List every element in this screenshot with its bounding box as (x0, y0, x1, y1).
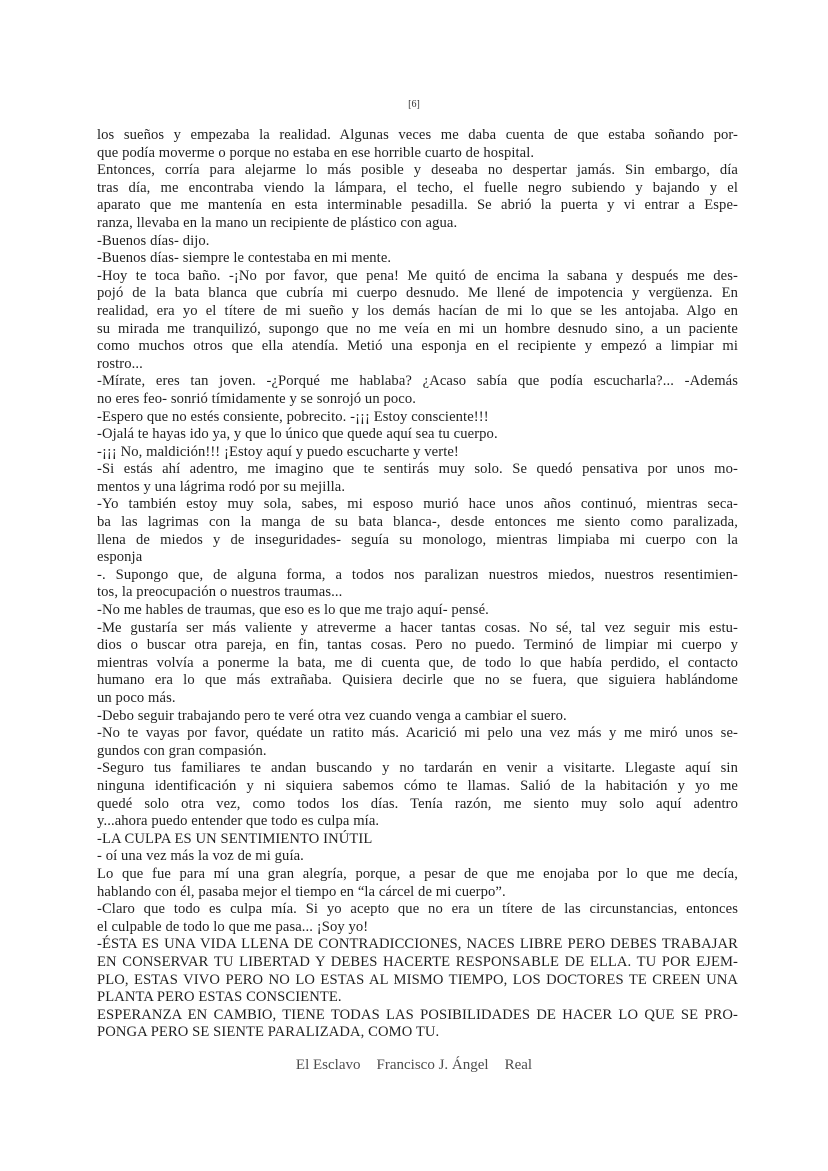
text-line: como muchos otros que ella atendía. Metió una esponja en el recipiente y empezó a limpiar mi (97, 338, 738, 355)
text-line: -Yo también estoy muy sola, sabes, mi esposo murió hace unos años continuó, mientras seca- (97, 496, 738, 513)
text-line: -ÉSTA ES UNA VIDA LLENA DE CONTRADICCIONES, NACES LIBRE PERO DEBES TRABAJAR (97, 936, 738, 953)
text-line: Lo que fue para mí una gran alegría, porque, a pesar de que me enojaba por lo que me decía, (97, 865, 738, 882)
text-line: que podía moverme o porque no estaba en ese horrible cuarto de hospital. (97, 144, 535, 161)
text-line: tras día, me encontraba viendo la lámpara, el techo, el fuelle negro subiendo y bajando y el (97, 179, 738, 196)
text-line: -Mírate, eres tan joven. -¿Porqué me hablaba? ¿Acaso sabía que podía escucharla?... -Además (97, 373, 738, 390)
text-line: -Seguro tus familiares te andan buscando y no tardarán en venir a visitarte. Llegaste aquí sin (97, 760, 738, 777)
text-line: -Espero que no estés consiente, pobrecito. -¡¡¡ Estoy consciente!!! (97, 408, 489, 425)
text-line: PONGA PERO SE SIENTE PARALIZADA, COMO TU. (97, 1024, 440, 1041)
text-line: aparato que me mantenía en esta interminable pesadilla. Se abrió la puerta y vi entrar a Espe- (97, 197, 738, 214)
text-line: -No te vayas por favor, quédate un ratito más. Acarició mi pelo una vez más y me miró unos se- (97, 725, 738, 742)
page-footer (0, 1057, 828, 1074)
text-line: y...ahora puedo entender que todo es culpa mía. (97, 813, 380, 830)
text-line: -Claro que todo es culpa mía. Si yo acepto que no era un títere de las circunstancias, entonces (97, 901, 738, 918)
text-line: ESPERANZA EN CAMBIO, TIENE TODAS LAS POSIBILIDADES DE HACER LO QUE SE PRO- (97, 1006, 738, 1023)
text-line: hablando con él, pasaba mejor el tiempo en “la cárcel de mi cuerpo”. (97, 883, 506, 900)
text-line: un poco más. (97, 690, 176, 706)
text-line: PLANTA PERO ESTAS CONSCIENTE. (97, 989, 342, 1006)
text-line: -¡¡¡ No, maldición!!! ¡Estoy aquí y puedo escucharte y verte! (97, 443, 459, 460)
text-line: -Hoy te toca baño. -¡No por favor, que pena! Me quitó de encima la sabana y después me des- (97, 267, 738, 284)
text-line: -Me gustaría ser más valiente y atreverme a hacer tantas cosas. No sé, tal vez seguir mis estu- (97, 619, 738, 636)
text-line: - oí una vez más la voz de mi guía. (97, 848, 304, 865)
text-line: el culpable de todo lo que me pasa... ¡Soy yo! (97, 918, 369, 935)
text-line: Entonces, corría para alejarme lo más posible y deseaba no despertar jamás. Sin embargo, día (97, 162, 738, 179)
text-line: -Debo seguir trabajando pero te veré otra vez cuando venga a cambiar el suero. (97, 707, 567, 724)
text-line: pojó de la bata blanca que cubría mi cuerpo desnudo. Me llené de impotencia y vergüenza. En (97, 285, 738, 302)
text-line: rostro... (97, 355, 143, 372)
text-line: no eres feo- sonrió tímidamente y se sonrojó un poco. (97, 390, 416, 407)
text-line: los sueños y empezaba la realidad. Algunas veces me daba cuenta de que estaba soñando por- (97, 127, 738, 143)
text-line: realidad, era yo el títere de mi sueño y los demás hacían de mi lo que se les antojaba. Algo en (97, 302, 738, 319)
text-line: llena de miedos y de inseguridades- seguía su monologo, mientras limpiaba mi cuerpo con la (97, 531, 738, 548)
text-line: mientras volvía a ponerme la bata, me di cuenta que, de todo lo que había perdido, el contacto (97, 654, 738, 671)
text-line: gundos con gran compasión. (97, 742, 267, 759)
text-line: tos, la preocupación o nuestros traumas... (97, 584, 343, 601)
text-line: ranza, llevaba en la mano un recipiente de plástico con agua. (97, 214, 458, 231)
text-line: su mirada me tranquilizó, supongo que no me veía en mi un hombre desnudo sino, a un paciente (97, 320, 738, 337)
text-line: mentos y una lágrima rodó por su mejilla. (97, 478, 346, 495)
text-line: PLO, ESTAS VIVO PERO NO LO ESTAS AL MISMO TIEMPO, LOS DOCTORES TE CREEN UNA (97, 971, 738, 988)
text-line: -Si estás ahí adentro, me imagino que te sentirás muy solo. Se quedó pensativa por unos mo- (97, 461, 738, 478)
text-line: ninguna identificación y ni siquiera sabemos cómo te llamas. Salió de la habitación y yo me (97, 777, 738, 794)
text-line: dios o buscar otra pareja, en fin, tantas cosas. Pero no puedo. Terminó de limpiar mi cuerpo y (97, 637, 738, 654)
text-line: -LA CULPA ES UN SENTIMIENTO INÚTIL (97, 830, 373, 847)
text-line: EN CONSERVAR TU LIBERTAD Y DEBES HACERTE RESPONSABLE DE ELLA. TU POR EJEM- (97, 953, 738, 970)
text-line: quedé solo otra vez, como todos los días. Tenía razón, me siento muy solo aquí adentro (97, 795, 738, 812)
page-number: [6] (408, 99, 420, 110)
text-line: -Ojalá te hayas ido ya, y que lo único que quede aquí sea tu cuerpo. (97, 426, 498, 443)
author-name: Francisco J. Ángel (376, 1057, 489, 1073)
author-surname: Real (504, 1057, 533, 1073)
text-line: -. Supongo que, de alguna forma, a todos nos paralizan nuestros miedos, nuestros resentimien- (97, 566, 738, 583)
text-line: -Buenos días- dijo. (97, 232, 210, 249)
text-line: ba las lagrimas con la manga de su bata blanca-, desde entonces me siento como paralizada, (97, 514, 738, 531)
text-line: -No me hables de traumas, que eso es lo que me trajo aquí- pensé. (97, 602, 489, 619)
text-line: -Buenos días- siempre le contestaba en mi mente. (97, 250, 392, 267)
text-line: humano era lo que más extrañaba. Quisiera decirle que no se fuera, que siguiera hablándome (97, 672, 738, 689)
page-text (97, 127, 738, 1042)
text-line: esponja (97, 549, 143, 566)
book-title: El Esclavo (295, 1057, 361, 1073)
